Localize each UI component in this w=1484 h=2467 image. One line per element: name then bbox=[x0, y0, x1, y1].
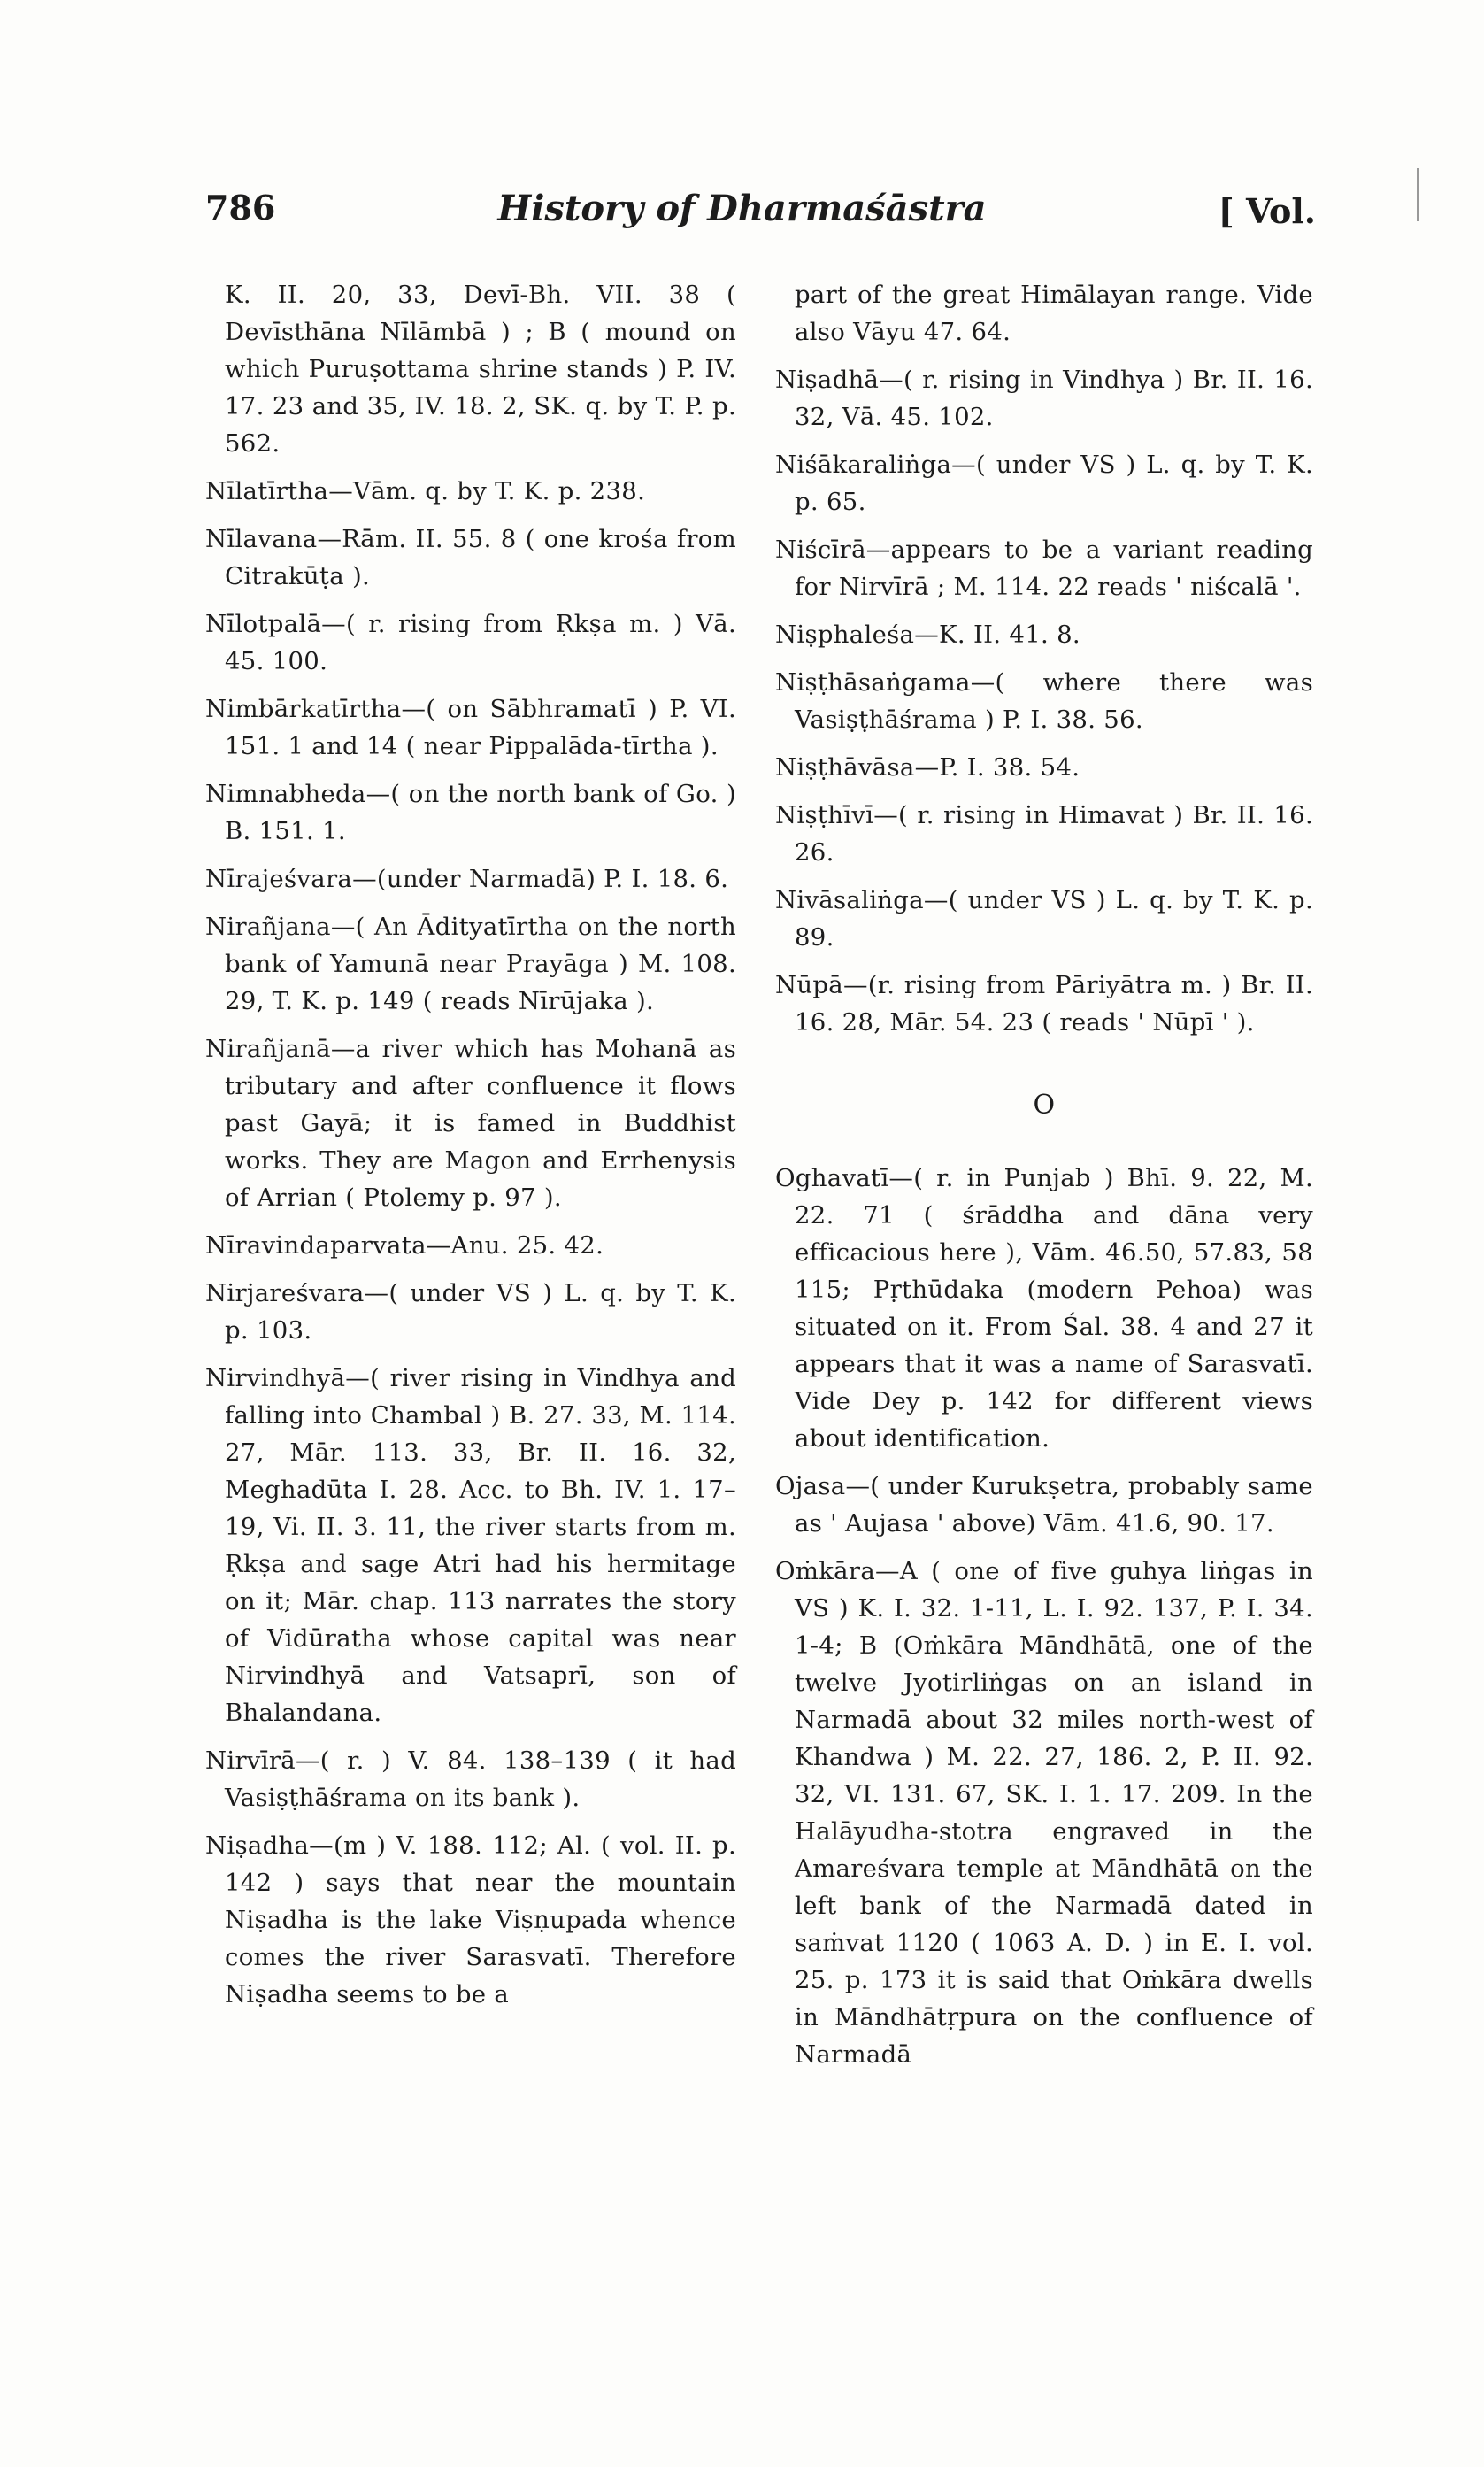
entry: Niṣṭhīvī—( r. rising in Himavat ) Br. II. 16. 26. bbox=[775, 801, 1313, 867]
running-title: History of Dharmaśāstra bbox=[497, 188, 987, 229]
entry: Nīrajeśvara—(under Narmadā) P. I. 18. 6. bbox=[205, 865, 729, 893]
scan-margin-line bbox=[1417, 168, 1419, 221]
entry: Ojasa—( under Kurukṣetra, probably same as ' Aujasa ' above) Vām. 41.6, 90. 17. bbox=[775, 1472, 1313, 1538]
entry: Niścīrā—appears to be a variant reading for Nirvīrā ; M. 114. 22 reads ' niścalā '. bbox=[775, 536, 1313, 601]
entry: Nīlatīrtha—Vām. q. by T. K. p. 238. bbox=[205, 477, 646, 505]
entry: Niṣṭhāvāsa—P. I. 38. 54. bbox=[775, 753, 1080, 782]
entry: Nīravindaparvata—Anu. 25. 42. bbox=[205, 1231, 604, 1260]
volume-label: [ Vol. bbox=[1218, 191, 1316, 231]
entry: Nirañjana—( An Ādityatīrtha on the north bank of Yamunā near Prayāga ) M. 108. 29, T. K. p. 149 ( reads Nīrūjaka ). bbox=[205, 913, 736, 1015]
left-column bbox=[205, 276, 736, 2024]
page-number: 786 bbox=[205, 188, 276, 227]
entry: Niṣphaleśa—K. II. 41. 8. bbox=[775, 621, 1080, 649]
entry: Oṁkāra—A ( one of five guhya liṅgas in VS ) K. I. 32. 1-11, L. I. 92. 137, P. I. 34. 1-4; B (Oṁkāra Māndhātā, one of the twelve Jyotirliṅgas on an island in Narmadā about 32 miles north-west of Khandwa ) M. 22. 27, 186. 2, P. II. 92. 32, VI. 131. 67, SK. I. 1. 17. 209. In the Halāyudha-stotra engraved in the Amareśvara temple at Māndhātā on the left bank of the Narmadā dated in saṁvat 1120 ( 1063 A. D. ) in E. I. vol. 25. p. 173 it is said that Oṁkāra dwells in Māndhātṛpura on the confluence of Narmadā bbox=[775, 1557, 1313, 2069]
right-column bbox=[775, 276, 1313, 2084]
entry: Nirvindhyā—( river rising in Vindhya and falling into Chambal ) B. 27. 33, M. 114. 27, Mār. 113. 33, Br. II. 16. 32, Meghadūta I. 28. Acc. to Bh. IV. 1. 17–19, Vi. II. 3. 11, the river starts from m. Ṛkṣa and sage Atri had his hermitage on it; Mār. chap. 113 narrates the story of Vidūratha whose capital was near Nirvindhyā and Vatsaprī, son of Bhalandana. bbox=[205, 1364, 736, 1727]
entry: Niṣadhā—( r. rising in Vindhya ) Br. II. 16. 32, Vā. 45. 102. bbox=[775, 366, 1313, 431]
entry: Nīlavana—Rām. II. 55. 8 ( one krośa from Citrakūṭa ). bbox=[205, 525, 736, 590]
entry: K. II. 20, 33, Devī-Bh. VII. 38 ( Devīsthāna Nīlāmbā ) ; B ( mound on which Puruṣottama shrine stands ) P. IV. 17. 23 and 35, IV. 18. 2, SK. q. by T. P. p. 562. bbox=[225, 281, 736, 458]
entry: Nirjareśvara—( under VS ) L. q. by T. K. p. 103. bbox=[205, 1279, 736, 1345]
entry: Nivāsaliṅga—( under VS ) L. q. by T. K. p. 89. bbox=[775, 886, 1313, 952]
entry: Nirvīrā—( r. ) V. 84. 138–139 ( it had Vasiṣṭhāśrama on its bank ). bbox=[205, 1746, 736, 1812]
entry: Niśākaraliṅga—( under VS ) L. q. by T. K. p. 65. bbox=[775, 451, 1313, 516]
entry: Nūpā—(r. rising from Pāriyātra m. ) Br. II. 16. 28, Mār. 54. 23 ( reads ' Nūpī ' ). bbox=[775, 971, 1313, 1037]
section-heading: O bbox=[1033, 1090, 1056, 1121]
entry: Oghavatī—( r. in Punjab ) Bhī. 9. 22, M. 22. 71 ( śrāddha and dāna very efficacious here ), Vām. 46.50, 57.83, 58 115; Pṛthūdaka (modern Pehoa) was situated on it. From Śal. 38. 4 and 27 it appears that it was a name of Sarasvatī. Vide Dey p. 142 for different views about identification. bbox=[775, 1164, 1313, 1453]
entry: Niṣadha—(m ) V. 188. 112; Al. ( vol. II. p. 142 ) says that near the mountain Niṣadha is the lake Viṣṇupada whence comes the river Sarasvatī. Therefore Niṣadha seems to be a bbox=[205, 1831, 736, 2008]
entry: Nimbārkatīrtha—( on Sābhramatī ) P. VI. 151. 1 and 14 ( near Pippalāda-tīrtha ). bbox=[205, 695, 736, 760]
entry: Nimnabheda—( on the north bank of Go. ) B. 151. 1. bbox=[205, 780, 736, 845]
page-header bbox=[0, 188, 1484, 241]
entry: Nīlotpalā—( r. rising from Ṛkṣa m. ) Vā. 45. 100. bbox=[205, 610, 736, 675]
entry: Nirañjanā—a river which has Mohanā as tributary and after confluence it flows past Gayā; it is famed in Buddhist works. They are Magon and Errhenysis of Arrian ( Ptolemy p. 97 ). bbox=[205, 1035, 736, 1212]
entry: Niṣṭhāsaṅgama—( where there was Vasiṣṭhāśrama ) P. I. 38. 56. bbox=[775, 668, 1313, 734]
entry: part of the great Himālayan range. Vide also Vāyu 47. 64. bbox=[795, 281, 1313, 346]
